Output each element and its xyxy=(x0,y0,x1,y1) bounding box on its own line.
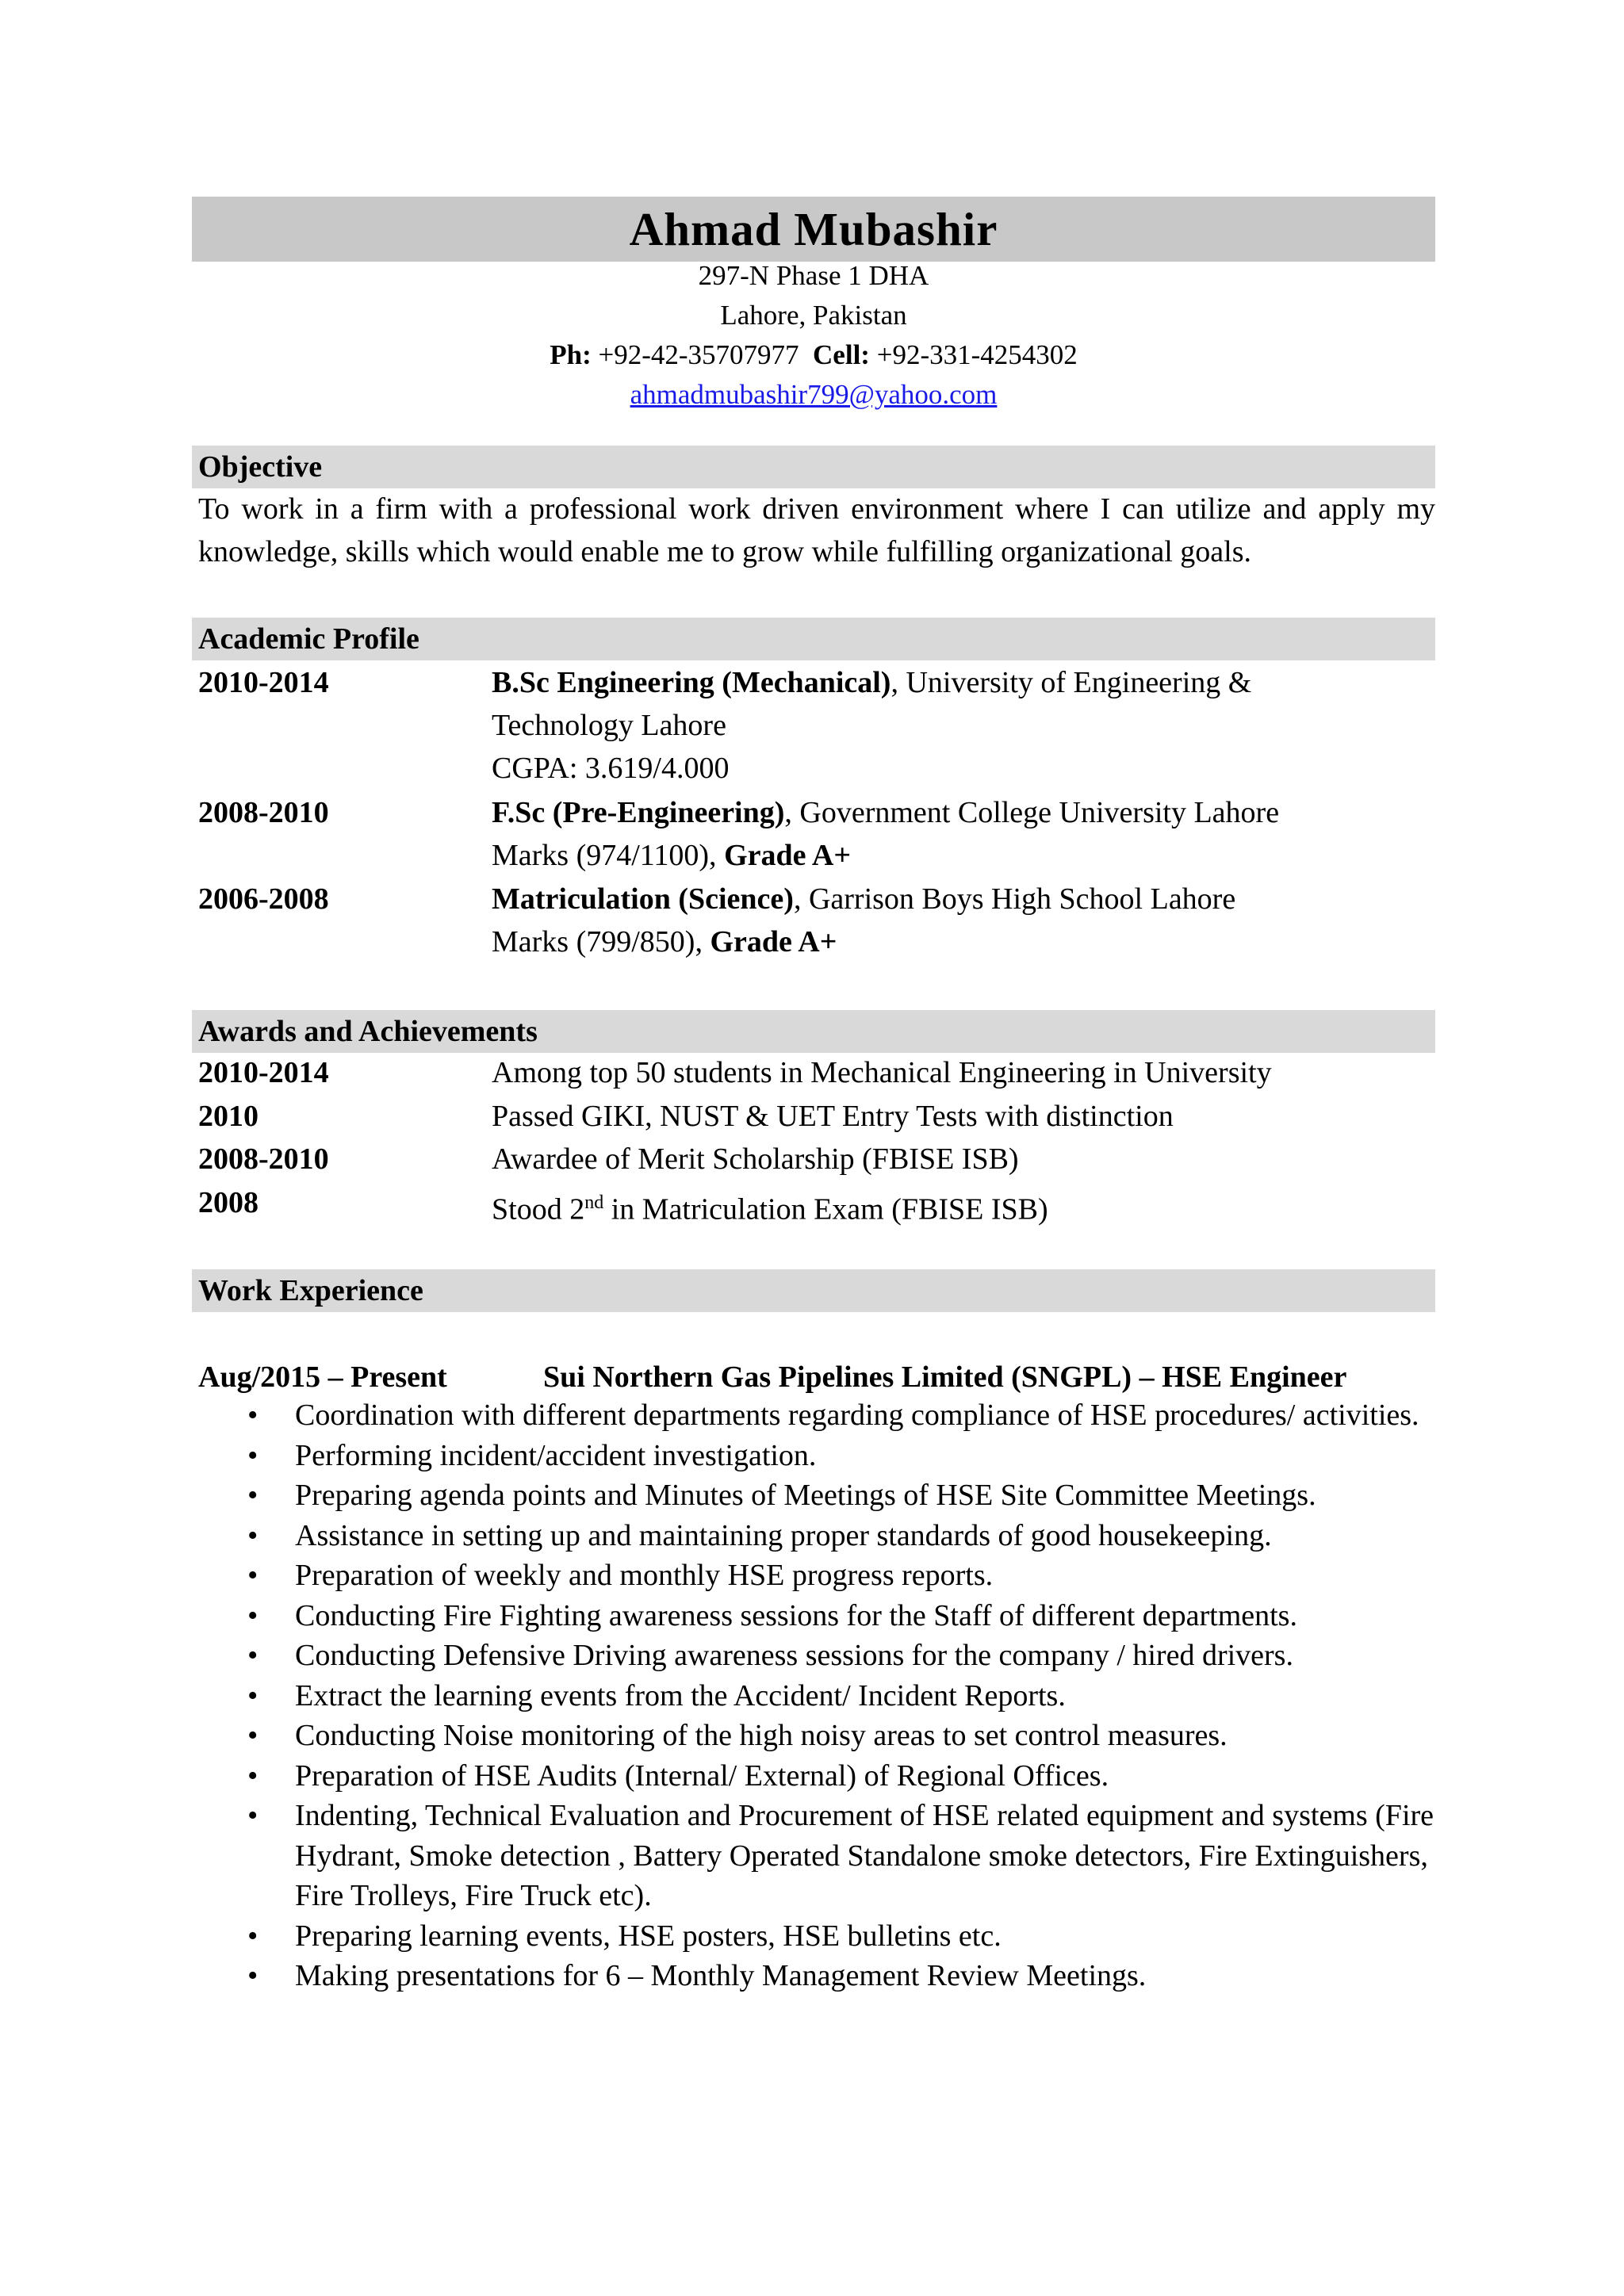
academic-heading: Academic Profile xyxy=(198,622,419,656)
award-years: 2008 xyxy=(198,1186,259,1219)
objective-heading: Objective xyxy=(198,450,323,484)
list-item: • Preparation of HSE Audits (Internal/ External) of Regional Offices. xyxy=(198,1756,1453,1797)
marks: Marks (799/850), xyxy=(492,925,710,959)
award-years: 2010-2014 xyxy=(198,1056,329,1089)
award-text: Passed GIKI, NUST & UET Entry Tests with distinction xyxy=(492,1100,1174,1133)
ordinal-suffix: nd xyxy=(584,1192,604,1213)
award-years: 2010 xyxy=(198,1100,259,1133)
list-item: • Extract the learning events from the Accident/ Incident Reports. xyxy=(198,1676,1453,1716)
contact-line xyxy=(192,339,1435,371)
email-link[interactable]: ahmadmubashir799@yahoo.com xyxy=(630,379,998,410)
phone-number: +92-42-35707977 xyxy=(598,339,799,370)
cell-label: Cell: xyxy=(813,339,870,370)
work-dates: Aug/2015 – Present xyxy=(198,1360,447,1394)
marks: Marks (974/1100), xyxy=(492,839,725,872)
cgpa: CGPA: 3.619/4.000 xyxy=(492,752,730,785)
academic-years: 2006-2008 xyxy=(198,882,329,916)
list-item: • Indenting, Technical Evaluation and Procurement of HSE related equipment and systems (Fire Hydrant, Smoke detection , Battery Operated Standalone smoke detectors, Fire Extinguishers, Fire Trolleys, Fire Truck etc). xyxy=(198,1796,1453,1916)
candidate-name: Ahmad Mubashir xyxy=(629,202,998,255)
work-heading: Work Experience xyxy=(198,1274,423,1307)
phone-label: Ph: xyxy=(550,339,592,370)
award-text: Among top 50 students in Mechanical Engineering in University xyxy=(492,1056,1272,1089)
list-item: • Performing incident/accident investigation. xyxy=(198,1436,1453,1476)
award-text: Awardee of Merit Scholarship (FBISE ISB) xyxy=(492,1142,1019,1176)
address-line-2: Lahore, Pakistan xyxy=(720,300,907,331)
degree: F.Sc (Pre-Engineering) xyxy=(492,796,785,829)
grade: Grade A+ xyxy=(710,925,837,959)
objective-text: To work in a firm with a professional work driven environment where I can utilize and apply my knowledge, skills which would enable me to grow while fulfilling organizational goals. xyxy=(198,492,1435,568)
objective-heading-bar xyxy=(192,446,1435,488)
academic-years: 2010-2014 xyxy=(198,666,329,699)
award-years: 2008-2010 xyxy=(198,1142,329,1176)
list-item: • Assistance in setting up and maintaining proper standards of good housekeeping. xyxy=(198,1516,1453,1556)
list-item: • Making presentations for 6 – Monthly Management Review Meetings. xyxy=(198,1956,1453,1996)
list-item: • Preparing agenda points and Minutes of Meetings of HSE Site Committee Meetings. xyxy=(198,1475,1453,1516)
awards-heading: Awards and Achievements xyxy=(198,1015,538,1048)
address-line-1: 297-N Phase 1 DHA xyxy=(698,260,929,291)
list-item: • Conducting Noise monitoring of the high noisy areas to set control measures. xyxy=(198,1716,1453,1756)
work-responsibilities-list xyxy=(198,1395,1435,1996)
list-item: • Conducting Defensive Driving awareness sessions for the company / hired drivers. xyxy=(198,1636,1453,1676)
academic-heading-bar xyxy=(192,618,1435,660)
award-text: Stood 2nd in Matriculation Exam (FBISE ISB) xyxy=(492,1192,1048,1226)
degree: Matriculation (Science) xyxy=(492,882,794,916)
awards-heading-bar xyxy=(192,1010,1435,1053)
degree: B.Sc Engineering (Mechanical) xyxy=(492,666,891,699)
list-item: • Coordination with different departments regarding compliance of HSE procedures/ activities. xyxy=(198,1395,1453,1436)
institution: , University of Engineering & xyxy=(891,666,1252,699)
list-item: • Conducting Fire Fighting awareness sessions for the Staff of different departments. xyxy=(198,1596,1453,1636)
institution: , Garrison Boys High School Lahore xyxy=(793,882,1236,916)
work-company-title: Sui Northern Gas Pipelines Limited (SNGPL) – HSE Engineer xyxy=(543,1360,1347,1394)
institution-cont: Technology Lahore xyxy=(492,709,726,742)
work-heading-bar xyxy=(192,1269,1435,1312)
academic-years: 2008-2010 xyxy=(198,796,329,829)
name-banner xyxy=(192,197,1435,262)
institution: , Government College University Lahore xyxy=(784,796,1280,829)
cell-number: +92-331-4254302 xyxy=(876,339,1078,370)
grade: Grade A+ xyxy=(724,839,851,872)
list-item: • Preparation of weekly and monthly HSE progress reports. xyxy=(198,1556,1453,1596)
list-item: • Preparing learning events, HSE posters, HSE bulletins etc. xyxy=(198,1916,1453,1957)
